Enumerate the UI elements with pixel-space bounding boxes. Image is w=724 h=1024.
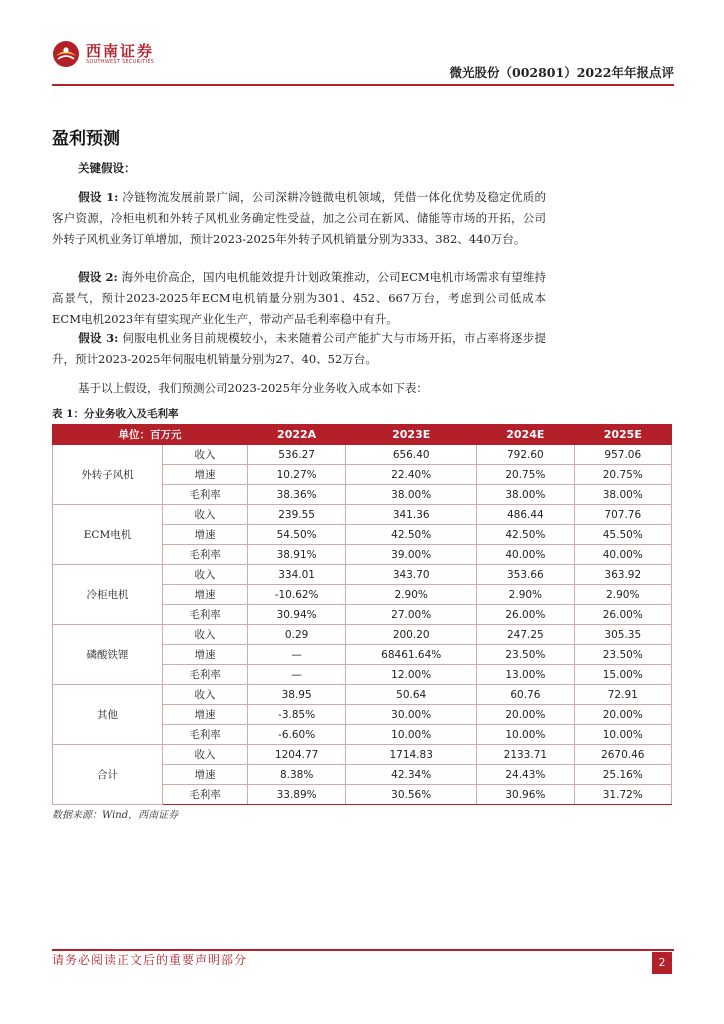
metric-cell: 增速 <box>163 705 248 725</box>
logo-cn-text: 西南证券 <box>86 41 155 60</box>
logo-en-text: SOUTHWEST SECURITIES <box>86 59 155 65</box>
value-cell: 30.00% <box>346 705 477 725</box>
assumption-2-text: 海外电价高企，国内电机能效提升计划政策推动，公司ECM电机市场需求有望维持高景气，预计2023-2025年ECM电机销量分别为301、452、667万台，考虑到公司低成本ECM电机2023年有望实现产业化生产，带动产品毛利率稳中有升。 <box>52 270 546 326</box>
table-row <box>53 745 672 765</box>
value-cell: 30.94% <box>248 605 346 625</box>
value-cell: -6.60% <box>248 725 346 745</box>
table-row <box>53 685 672 705</box>
value-cell: 39.00% <box>346 545 477 565</box>
value-cell: 38.95 <box>248 685 346 705</box>
segment-cell: 外转子风机 <box>53 445 163 505</box>
value-cell: 38.36% <box>248 485 346 505</box>
value-cell: 30.96% <box>477 785 574 805</box>
assumption-3-text: 伺服电机业务目前规模较小，未来随着公司产能扩大与市场开拓，市占率将逐步提升，预计2023-2025年伺服电机销量分别为27、40、52万台。 <box>52 331 546 366</box>
company-logo <box>52 40 154 68</box>
year-header: 2022A <box>248 425 346 445</box>
table-body <box>53 445 672 805</box>
metric-cell: 增速 <box>163 585 248 605</box>
value-cell: -10.62% <box>248 585 346 605</box>
data-source: 数据来源：Wind，西南证券 <box>52 810 179 821</box>
metric-cell: 毛利率 <box>163 545 248 565</box>
assumption-1-label: 假设 1: <box>78 190 119 204</box>
segment-cell: 其他 <box>53 685 163 745</box>
value-cell: 22.40% <box>346 465 477 485</box>
metric-cell: 收入 <box>163 565 248 585</box>
metric-cell: 毛利率 <box>163 725 248 745</box>
value-cell: 0.29 <box>248 625 346 645</box>
year-header: 2023E <box>346 425 477 445</box>
value-cell: 20.00% <box>477 705 574 725</box>
value-cell: 30.56% <box>346 785 477 805</box>
value-cell: 24.43% <box>477 765 574 785</box>
metric-cell: 收入 <box>163 625 248 645</box>
value-cell: 2.90% <box>346 585 477 605</box>
value-cell: 42.50% <box>477 525 574 545</box>
value-cell: 33.89% <box>248 785 346 805</box>
value-cell: 10.00% <box>346 725 477 745</box>
metric-cell: 毛利率 <box>163 785 248 805</box>
value-cell: 45.50% <box>574 525 671 545</box>
value-cell: 13.00% <box>477 665 574 685</box>
metric-cell: 收入 <box>163 445 248 465</box>
value-cell: 42.50% <box>346 525 477 545</box>
value-cell: 15.00% <box>574 665 671 685</box>
value-cell: 50.64 <box>346 685 477 705</box>
value-cell: 10.00% <box>574 725 671 745</box>
metric-cell: 增速 <box>163 765 248 785</box>
value-cell: 792.60 <box>477 445 574 465</box>
segment-cell: 冷柜电机 <box>53 565 163 625</box>
value-cell: 26.00% <box>477 605 574 625</box>
unit-header: 单位：百万元 <box>53 425 248 445</box>
table-header-row <box>53 425 672 445</box>
value-cell: — <box>248 645 346 665</box>
assumption-3-label: 假设 3: <box>78 331 119 345</box>
page-header <box>52 40 674 82</box>
value-cell: 12.00% <box>346 665 477 685</box>
metric-cell: 收入 <box>163 685 248 705</box>
value-cell: 353.66 <box>477 565 574 585</box>
value-cell: 2.90% <box>574 585 671 605</box>
value-cell: 38.00% <box>574 485 671 505</box>
value-cell: 40.00% <box>574 545 671 565</box>
page-number: 2 <box>652 952 672 974</box>
segment-cell: 磷酸铁锂 <box>53 625 163 685</box>
table-row <box>53 445 672 465</box>
value-cell: 1204.77 <box>248 745 346 765</box>
metric-cell: 增速 <box>163 645 248 665</box>
value-cell: 656.40 <box>346 445 477 465</box>
value-cell: 486.44 <box>477 505 574 525</box>
forecast-intro-paragraph <box>52 378 546 399</box>
value-cell: 38.00% <box>346 485 477 505</box>
year-header: 2024E <box>477 425 574 445</box>
metric-cell: 增速 <box>163 525 248 545</box>
value-cell: 26.00% <box>574 605 671 625</box>
revenue-margin-table <box>52 424 672 805</box>
key-assumptions-heading: 关键假设： <box>78 161 136 175</box>
value-cell: 200.20 <box>346 625 477 645</box>
value-cell: 20.75% <box>574 465 671 485</box>
header-divider <box>52 84 674 86</box>
value-cell: 38.91% <box>248 545 346 565</box>
metric-cell: 毛利率 <box>163 665 248 685</box>
value-cell: — <box>248 665 346 685</box>
value-cell: 239.55 <box>248 505 346 525</box>
value-cell: 10.00% <box>477 725 574 745</box>
value-cell: 60.76 <box>477 685 574 705</box>
assumption-2-paragraph <box>52 267 546 330</box>
table-row <box>53 625 672 645</box>
value-cell: 38.00% <box>477 485 574 505</box>
segment-cell: ECM电机 <box>53 505 163 565</box>
value-cell: 536.27 <box>248 445 346 465</box>
value-cell: 10.27% <box>248 465 346 485</box>
value-cell: 27.00% <box>346 605 477 625</box>
southwest-securities-logo-icon <box>52 40 80 68</box>
value-cell: 343.70 <box>346 565 477 585</box>
assumption-1-text: 冷链物流发展前景广阔，公司深耕冷链微电机领域，凭借一体化优势及稳定优质的客户资源，冷柜电机和外转子风机业务确定性受益，加之公司在新风、储能等市场的开拓，公司外转子风机业务订单增加，预计2023-2025年外转子风机销量分别为333、382、440万台。 <box>52 190 546 246</box>
metric-cell: 毛利率 <box>163 605 248 625</box>
metric-cell: 收入 <box>163 745 248 765</box>
value-cell: -3.85% <box>248 705 346 725</box>
value-cell: 72.91 <box>574 685 671 705</box>
value-cell: 2670.46 <box>574 745 671 765</box>
value-cell: 363.92 <box>574 565 671 585</box>
value-cell: 1714.83 <box>346 745 477 765</box>
table-row <box>53 505 672 525</box>
metric-cell: 收入 <box>163 505 248 525</box>
value-cell: 8.38% <box>248 765 346 785</box>
value-cell: 20.75% <box>477 465 574 485</box>
report-title: 微光股份（002801）2022年年报点评 <box>449 65 674 80</box>
value-cell: 247.25 <box>477 625 574 645</box>
value-cell: 305.35 <box>574 625 671 645</box>
segment-cell: 合计 <box>53 745 163 805</box>
value-cell: 2.90% <box>477 585 574 605</box>
value-cell: 25.16% <box>574 765 671 785</box>
value-cell: 20.00% <box>574 705 671 725</box>
value-cell: 707.76 <box>574 505 671 525</box>
metric-cell: 增速 <box>163 465 248 485</box>
table-caption: 表 1：分业务收入及毛利率 <box>52 408 179 420</box>
value-cell: 68461.64% <box>346 645 477 665</box>
value-cell: 23.50% <box>477 645 574 665</box>
value-cell: 40.00% <box>477 545 574 565</box>
value-cell: 2133.71 <box>477 745 574 765</box>
value-cell: 341.36 <box>346 505 477 525</box>
assumption-2-label: 假设 2: <box>78 270 118 284</box>
value-cell: 957.06 <box>574 445 671 465</box>
value-cell: 334.01 <box>248 565 346 585</box>
year-header: 2025E <box>574 425 671 445</box>
section-title: 盈利预测 <box>52 129 120 149</box>
value-cell: 23.50% <box>574 645 671 665</box>
value-cell: 54.50% <box>248 525 346 545</box>
assumption-1-paragraph <box>52 187 546 250</box>
metric-cell: 毛利率 <box>163 485 248 505</box>
table-row <box>53 565 672 585</box>
value-cell: 42.34% <box>346 765 477 785</box>
footer-disclaimer: 请务必阅读正文后的重要声明部分 <box>52 953 248 967</box>
value-cell: 31.72% <box>574 785 671 805</box>
forecast-intro-text: 基于以上假设，我们预测公司2023-2025年分业务收入成本如下表： <box>78 381 428 395</box>
assumption-3-paragraph <box>52 328 546 370</box>
